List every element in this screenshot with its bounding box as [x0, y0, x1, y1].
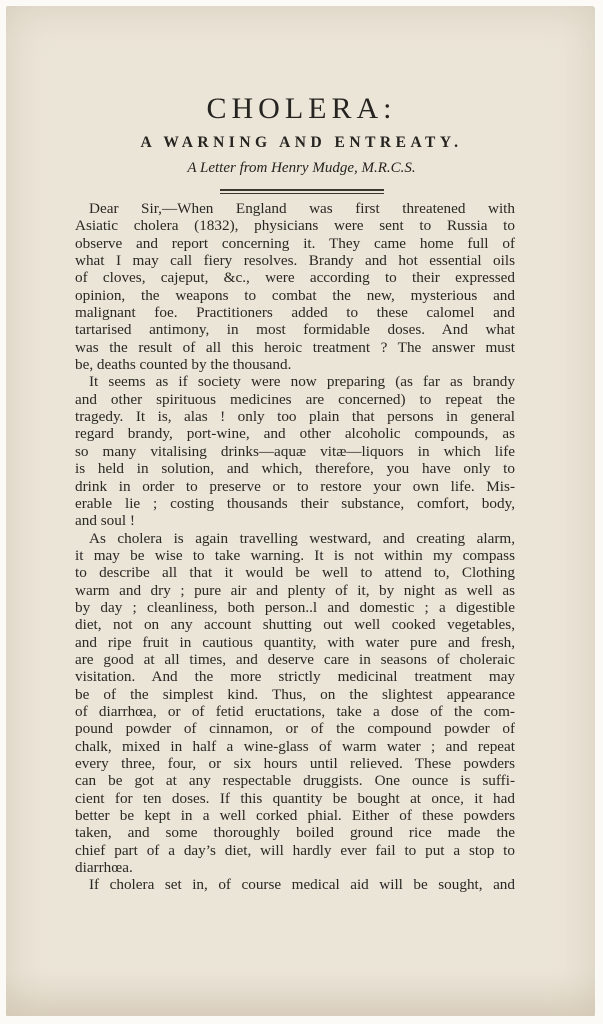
text-line: it may be wise to take warning. It is not within my compass — [75, 546, 515, 564]
text-line: and other spirituous medicines are concerned) to repeat the — [75, 390, 515, 408]
text-line: observe and report concerning it. They came home full of — [75, 234, 515, 252]
text-line: cient for ten doses. If this quantity be bought at once, it had — [75, 789, 515, 807]
text-line: diarrhœa. — [75, 859, 133, 877]
text-line: opinion, the weapons to combat the new, mysterious and — [75, 286, 515, 304]
text-line: can be got at any respectable druggists. One ounce is suffi- — [75, 772, 515, 790]
text-line: tartarised antimony, in most formidable doses. And what — [75, 321, 515, 339]
document-title: CHOLERA: — [206, 92, 397, 125]
text-line: chalk, mixed in half a wine-glass of warm water ; and repeat — [75, 737, 515, 755]
text-line: If cholera set in, of course medical aid will be sought, and — [89, 876, 515, 894]
text-line: chief part of a day’s diet, will hardly ever fail to put a stop to — [75, 841, 515, 859]
text-line: are good at all times, and deserve care in seasons of choleraic — [75, 650, 515, 668]
text-line: Asiatic cholera (1832), physicians were sent to Russia to — [75, 217, 515, 235]
text-line: visitation. And the more strictly medicinal treatment may — [75, 668, 515, 686]
text-line: As cholera is again travelling westward, and creating alarm, — [89, 529, 515, 547]
text-line: erable lie ; costing thousands their substance, comfort, body, — [75, 494, 515, 512]
text-line: tragedy. It is, alas ! only too plain that persons in general — [75, 408, 515, 426]
text-line: malignant foe. Practitioners added to these calomel and — [75, 304, 515, 322]
text-line: of diarrhœa, or of fetid eructations, take a dose of the com- — [75, 702, 515, 720]
text-line: so many vitalising drinks—aquæ vitæ—liquors in which life — [75, 442, 515, 460]
text-line: warm and dry ; pure air and plenty of it, by night as well as — [75, 581, 515, 599]
text-line: was the result of all this heroic treatment ? The answer must — [75, 338, 515, 356]
text-line: is held in solution, and which, therefore, you have only to — [75, 460, 515, 478]
document-subtitle: A WARNING AND ENTREATY. — [140, 134, 463, 151]
text-line: to describe all that it would be well to attend to, Clothing — [75, 564, 515, 582]
text-line: taken, and some thoroughly boiled ground rice made the — [75, 824, 515, 842]
text-line: better be kept in a well corked phial. Either of these powders — [75, 807, 515, 825]
text-line: diet, not on any account shutting out well cooked vegetables, — [75, 616, 515, 634]
text-line: of cloves, cajeput, &c., were according to their expressed — [75, 269, 515, 287]
text-line: be of the simplest kind. Thus, on the slightest appearance — [75, 685, 515, 703]
divider-rule — [220, 189, 384, 191]
text-line: every three, four, or six hours until relieved. These powders — [75, 755, 515, 772]
text-line: and ripe fruit in cautious quantity, with water pure and fresh, — [75, 633, 515, 651]
text-line: regard brandy, port-wine, and other alcoholic compounds, as — [75, 425, 515, 443]
text-line: by day ; cleanliness, both person..l and domestic ; a digestible — [75, 598, 515, 616]
text-line: be, deaths counted by the thousand. — [75, 356, 292, 374]
document-byline: A Letter from Henry Mudge, M.R.C.S. — [187, 160, 416, 176]
text-line: what I may call fiery resolves. Brandy and hot essential oils — [75, 252, 515, 270]
text-line: pound powder of cinnamon, or of the compound powder of — [75, 720, 515, 738]
text-line: drink in order to preserve or to restore your own life. Mis- — [75, 477, 515, 495]
text-line: Dear Sir,—When England was first threatened with — [89, 200, 515, 217]
text-line: It seems as if society were now preparing (as far as brandy — [89, 373, 515, 391]
text-line: and soul ! — [75, 512, 135, 530]
divider-rule-thin — [220, 193, 384, 194]
letter-body — [75, 200, 515, 894]
